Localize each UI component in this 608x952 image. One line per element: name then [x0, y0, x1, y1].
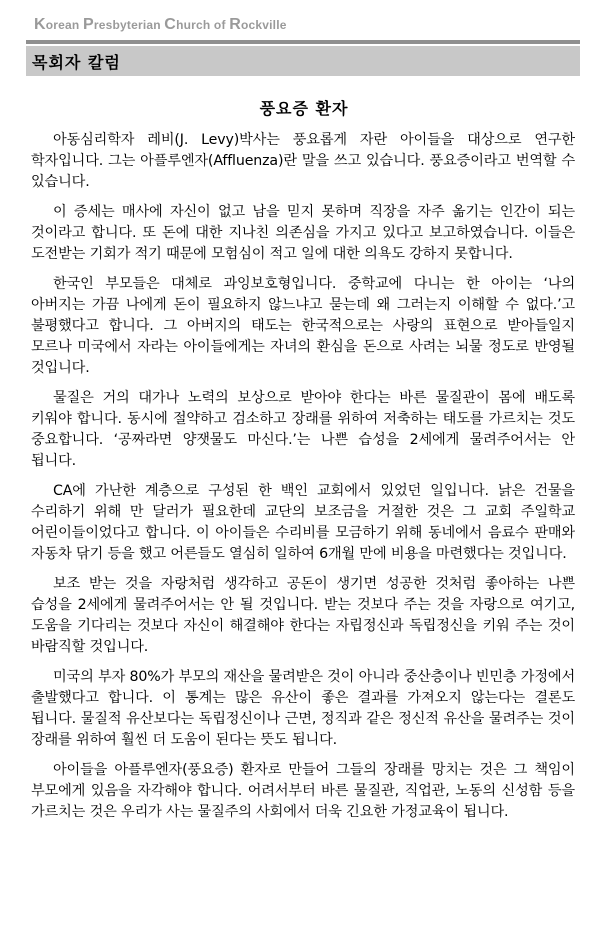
- paragraph: 물질은 거의 대가나 노력의 보상으로 받아야 한다는 바른 물질관이 몸에 배도록 키워야 합니다. 동시에 절약하고 검소하고 장래를 위하여 저축하는 태도를 가르치는 것도 중요합니다. ‘공짜라면 양잿물도 마신다.’는 나쁜 습성을 2세에게 물려주어서는 안 됩니다.: [31, 390, 575, 469]
- paragraph: 아동심리학자 레비(J. Levy)박사는 풍요롭게 자란 아이들을 대상으로 연구한 학자입니다. 그는 아플루엔자(Affluenza)란 말을 쓰고 있습니다. 풍요증이라고 번역할 수 있습니다.: [31, 132, 575, 190]
- paragraph: 아이들을 아플루엔자(풍요증) 환자로 만들어 그들의 장래를 망치는 것은 그 책임이 부모에게 있음을 자각해야 합니다. 어려서부터 바른 물질관, 직업관, 노동의 신성함 등을 가르치는 것은 우리가 사는 물질주의 사회에서 더욱 긴요한 가정교육이 됩니다.: [31, 762, 575, 820]
- paragraph: 미국의 부자 80%가 부모의 재산을 물려받은 것이 아니라 중산층이나 빈민층 가정에서 출발했다고 합니다. 이 통계는 많은 유산이 좋은 결과를 가져오지 않는다는 결론도 됩니다. 물질적 유산보다는 독립정신이나 근면, 정직과 같은 정신적 유산을 물려주는 것이 장래를 위하여 훨씬 더 도움이 된다는 뜻도 됩니다.: [31, 669, 576, 748]
- header-divider: [26, 40, 580, 44]
- header-initial: C: [164, 16, 177, 33]
- header-initial: P: [82, 16, 94, 33]
- church-name-header: [34, 16, 287, 34]
- paragraph: 보조 받는 것을 자랑처럼 생각하고 공돈이 생기면 성공한 것처럼 좋아하는 나쁜 습성을 2세에게 물려주어서는 안 될 것입니다. 받는 것보다 주는 것을 자랑으로 여기고, 도움을 기다리는 것보다 자신이 해결해야 한다는 자립정신과 독립정신을 키워 주는 것이 바람직할 것입니다.: [31, 576, 575, 655]
- paragraph: 한국인 부모들은 대체로 과잉보호형입니다. 중학교에 다니는 한 아이는 ‘나의 아버지는 가끔 나에게 돈이 필요하지 않느냐고 묻는데 왜 그러는지 이해할 수 없다.’고 불평했다고 합니다. 그 아버지의 태도는 한국적으로는 사랑의 표현으로 받아들일지 모르나 미국에서 자라는 아이들에게는 자녀의 환심을 돈으로 사려는 뇌물 정도로 반영될 것입니다.: [31, 276, 575, 376]
- section-banner: [26, 46, 580, 76]
- article-body: [31, 130, 575, 832]
- header-text: resbyterian: [93, 18, 165, 32]
- header-initial: R: [229, 16, 241, 33]
- section-title: 목회자 칼럼: [32, 52, 121, 72]
- header-text: ockville: [240, 18, 287, 32]
- header-initial: K: [34, 16, 46, 33]
- article-title: 풍요증 환자: [259, 99, 349, 118]
- header-text: hurch of: [176, 18, 230, 32]
- paragraph: 이 증세는 매사에 자신이 없고 남을 믿지 못하며 직장을 자주 옮기는 인간이 되는 것이라고 합니다. 또 돈에 대한 지나친 의존심을 가지고 있다고 보고하였습니다. 이들은 도전받는 기회가 적기 때문에 모험심이 적고 일에 대한 의욕도 강하지 못합니다.: [31, 204, 575, 262]
- header-text: orean: [45, 18, 83, 32]
- paragraph: CA에 가난한 계층으로 구성된 한 백인 교회에서 있었던 일입니다. 낡은 건물을 수리하기 위해 만 달러가 필요한데 교단의 보조금을 거절한 것은 그 교회 주일학교 어린이들이었다고 합니다. 이 아이들은 수리비를 모금하기 위해 동네에서 음료수 판매와 자동차 닦기 등을 했고 어른들도 열심히 일하여 6개월 만에 비용을 마련했다는 것입니다.: [31, 483, 575, 562]
